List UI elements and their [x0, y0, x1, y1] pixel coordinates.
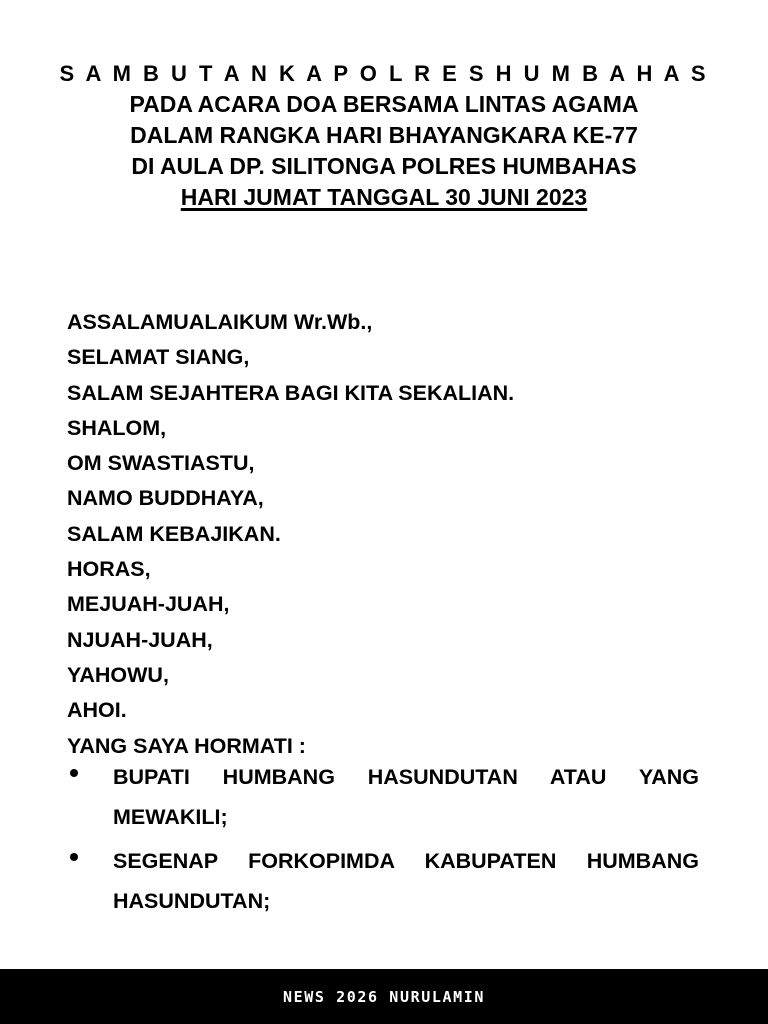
greeting-line-salam-kebajikan: SALAM KEBAJIKAN. — [67, 521, 281, 546]
footer-watermark-text: NEWS 2026 NURULAMIN — [283, 987, 485, 1006]
greeting-line-shalom: SHALOM, — [67, 415, 167, 440]
honoree-item-2-text: SEGENAP FORKOPIMDA KABUPATEN HUMBANG HASUNDUTAN; — [113, 849, 699, 913]
greeting-line-horas: HORAS, — [67, 557, 151, 582]
list-item — [67, 757, 699, 837]
title-line-2: PADA ACARA DOA BERSAMA LINTAS AGAMA — [129, 91, 639, 117]
bullet-point-icon — [70, 853, 78, 861]
greeting-line-ahoi: AHOI. — [67, 698, 127, 723]
greeting-line-yang-saya-hormati: YANG SAYA HORMATI : — [67, 733, 306, 758]
document-title-block — [0, 58, 768, 213]
title-line-4: DI AULA DP. SILITONGA POLRES HUMBAHAS — [131, 153, 637, 179]
greetings-block — [67, 305, 699, 764]
greeting-line-yahowu: YAHOWU, — [67, 662, 169, 687]
title-line-3: DALAM RANGKA HARI BHAYANGKARA KE-77 — [130, 122, 638, 148]
greeting-line-namo-buddhaya: NAMO BUDDHAYA, — [67, 486, 264, 511]
title-line-5-date: HARI JUMAT TANGGAL 30 JUNI 2023 — [180, 184, 588, 210]
title-line-1: S A M B U T A N K A P O L R E S H U M B A H A S — [59, 61, 709, 86]
greeting-line-selamat-siang: SELAMAT SIANG, — [67, 345, 250, 370]
greeting-line-mejuah-juah: MEJUAH-JUAH, — [67, 592, 230, 617]
footer-banner — [0, 969, 768, 1024]
bullet-point-icon — [70, 769, 78, 777]
greeting-line-njuah-juah: NJUAH-JUAH, — [67, 627, 213, 652]
greeting-line-assalamualaikum: ASSALAMUALAIKUM Wr.Wb., — [67, 310, 373, 334]
greeting-line-om-swastiastu: OM SWASTIASTU, — [67, 451, 255, 476]
greeting-line-salam-sejahtera: SALAM SEJAHTERA BAGI KITA SEKALIAN. — [67, 380, 515, 405]
honoree-item-1-text: BUPATI HUMBANG HASUNDUTAN ATAU YANG MEWAKILI; — [113, 765, 699, 829]
honoree-list — [67, 757, 699, 925]
list-item — [67, 841, 699, 921]
